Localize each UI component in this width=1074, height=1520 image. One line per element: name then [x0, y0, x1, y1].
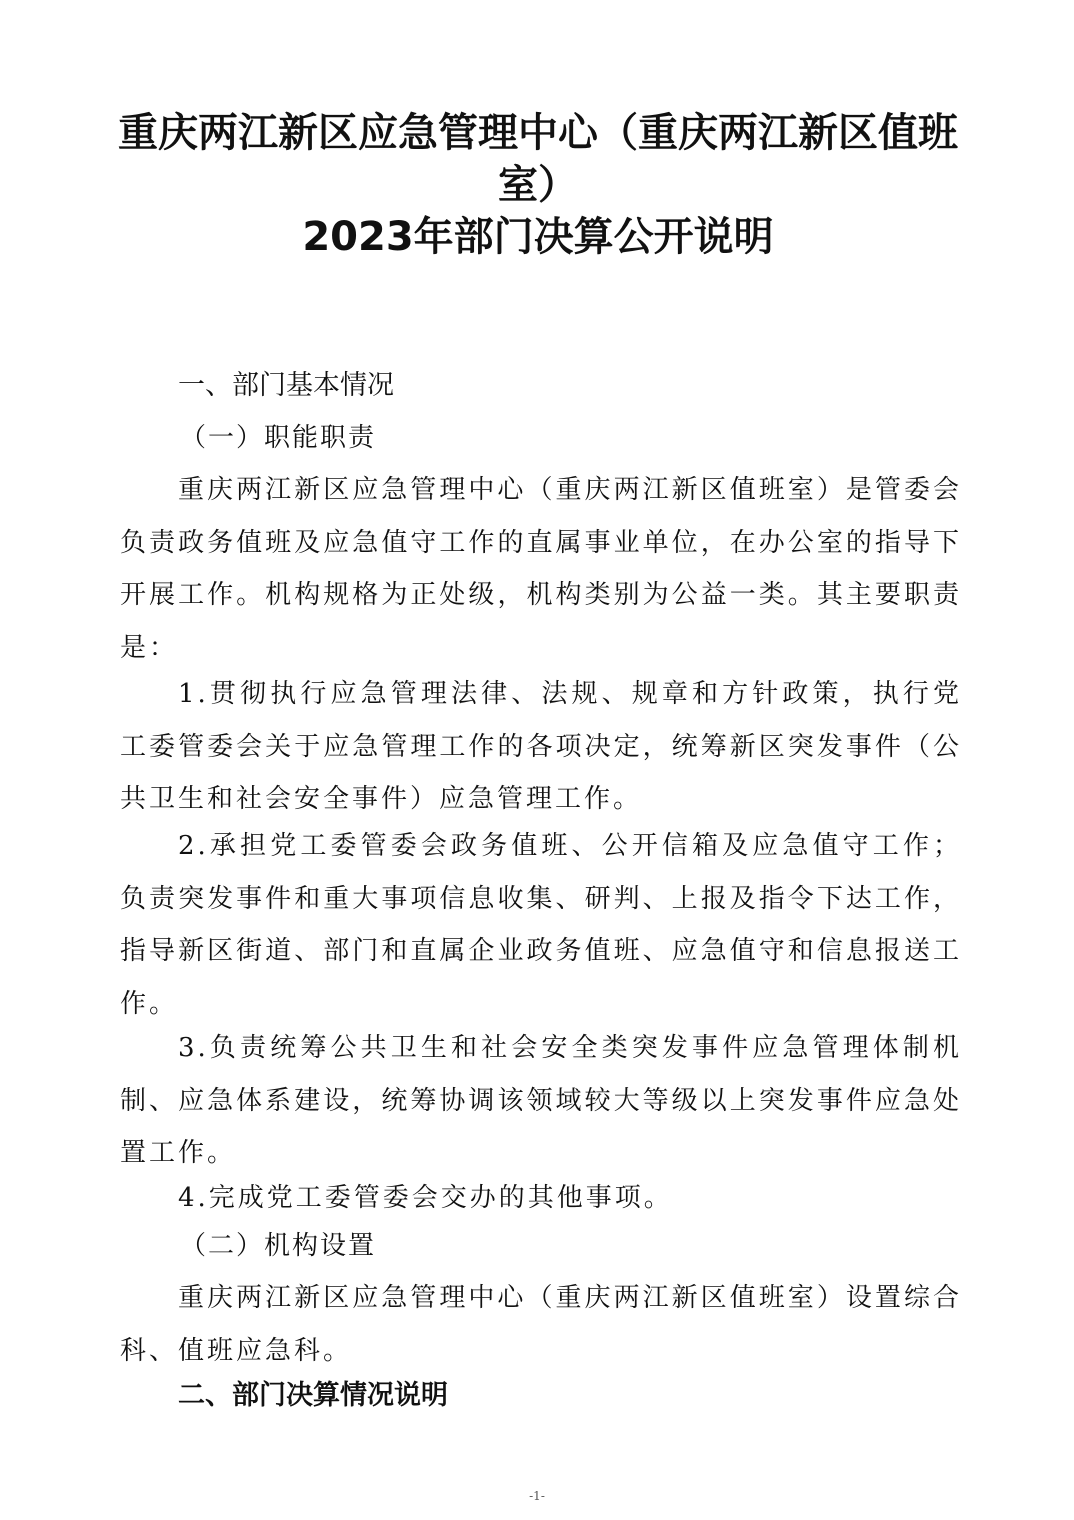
page-number: -1- — [529, 1489, 545, 1503]
duty-item-2: 2.承担党工委管委会政务值班、公开信箱及应急值守工作；负责突发事件和重大事项信息收集、研判、上报及指令下达工作，指导新区街道、部门和直属企业政务值班、应急值守和信息报送工作。 — [120, 831, 962, 1019]
document-title-line-3: 2023年部门决算公开说明 — [302, 214, 774, 260]
org-paragraph: 重庆两江新区应急管理中心（重庆两江新区值班室）设置综合科、值班应急科。 — [120, 1283, 962, 1366]
duty-item-4: 4.完成党工委管委会交办的其他事项。 — [178, 1183, 673, 1213]
document-title-line-2: 室） — [498, 162, 578, 208]
section-1-heading: 一、部门基本情况 — [178, 370, 394, 401]
duty-item-1: 1.贯彻执行应急管理法律、法规、规章和方针政策，执行党工委管委会关于应急管理工作的各项决定，统筹新区突发事件（公共卫生和社会安全事件）应急管理工作。 — [120, 679, 962, 814]
subsection-1-heading: （一）职能职责 — [180, 423, 377, 453]
section-2-heading: 二、部门决算情况说明 — [178, 1380, 448, 1411]
duty-item-3: 3.负责统筹公共卫生和社会安全类突发事件应急管理体制机制、应急体系建设，统筹协调该领域较大等级以上突发事件应急处置工作。 — [120, 1033, 962, 1168]
intro-paragraph: 重庆两江新区应急管理中心（重庆两江新区值班室）是管委会负责政务值班及应急值守工作的直属事业单位，在办公室的指导下开展工作。机构规格为正处级，机构类别为公益一类。其主要职责是： — [120, 475, 962, 663]
document-title-line-1: 重庆两江新区应急管理中心（重庆两江新区值班 — [118, 110, 958, 156]
subsection-2-heading: （二）机构设置 — [180, 1231, 377, 1261]
